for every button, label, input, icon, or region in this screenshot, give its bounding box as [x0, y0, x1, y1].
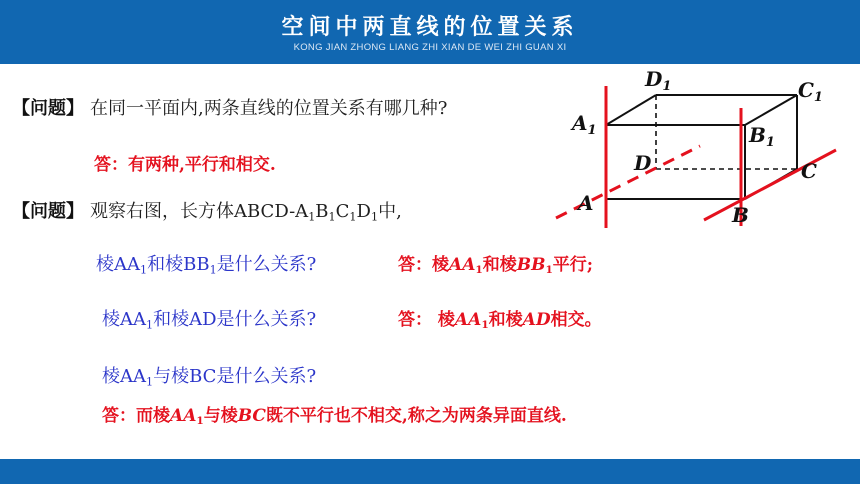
- question-2-tag: 【问题】: [12, 201, 84, 222]
- footer-bar: [0, 459, 860, 484]
- label-a1: $A_1$: [572, 111, 597, 138]
- sub-answer-2: 答： 棱$AA_1$和棱AD相交。: [398, 310, 602, 332]
- question-1-tag: 【问题】: [12, 98, 84, 119]
- label-b: B: [732, 203, 749, 227]
- label-a: A: [578, 191, 594, 215]
- label-c1: $C_1$: [798, 78, 823, 105]
- page-subtitle: KONG JIAN ZHONG LIANG ZHI XIAN DE WEI ZHI GUAN XI: [293, 42, 567, 53]
- label-d: D: [634, 151, 652, 175]
- sub-answer-1: 答：棱$AA_1$和棱$BB_1$平行;: [398, 255, 594, 277]
- label-c: C: [801, 159, 817, 183]
- edge-a1-d1: [606, 95, 656, 125]
- sub-question-2: 棱$AA_1$和棱AD是什么关系?: [102, 309, 317, 332]
- question-1-text: 在同一平面内,两条直线的位置关系有哪几种?: [90, 98, 448, 119]
- label-b1: $B_1$: [749, 123, 775, 150]
- page-title: 空间中两直线的位置关系: [281, 15, 579, 40]
- question-2-text: 观察右图，长方体ABCD-$A_1B_1C_1D_1$中,: [90, 201, 402, 224]
- sub-question-1: 棱$AA_1$和棱$BB_1$是什么关系?: [96, 254, 317, 277]
- label-d1: $D_1$: [645, 67, 672, 94]
- edge-c1-b1: [745, 95, 797, 125]
- sub-question-3: 棱$AA_1$与棱BC是什么关系?: [102, 366, 317, 389]
- answer-1: 答：有两种,平行和相交.: [94, 155, 276, 175]
- sub-answer-3: 答：而棱$AA_1$与棱BC既不平行也不相交,称之为两条异面直线.: [102, 406, 567, 428]
